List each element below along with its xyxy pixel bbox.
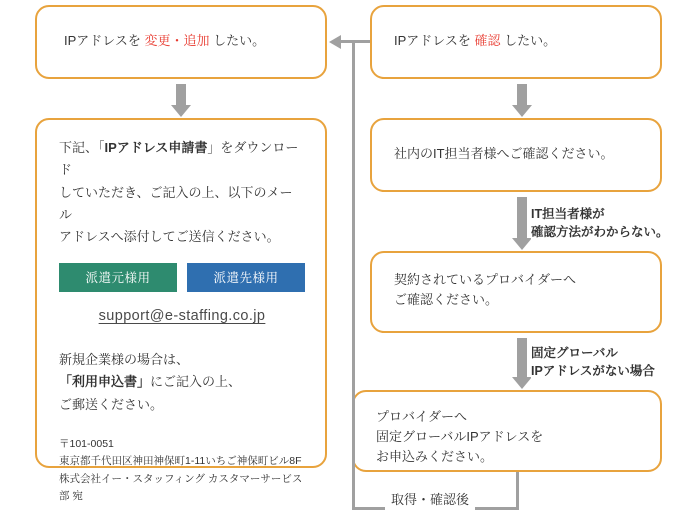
newco-line2-b: にご記入の上、 [150, 374, 242, 390]
box-internal-it-contact [370, 118, 662, 192]
address-street: 東京都千代田区神田神保町1-11いちご神保町ビル8F [59, 455, 302, 468]
box-apply-static-ip-content [354, 392, 660, 467]
mailing-address [59, 436, 305, 505]
newco-line2-a: 「利用申込書」 [59, 374, 151, 390]
label-it-unknown-line1: IT担当者様が [531, 207, 605, 221]
arrow-change-to-download [176, 84, 186, 106]
box-ip-change-request-content [37, 7, 325, 51]
box-contact-provider [370, 251, 662, 333]
address-postal-code: 〒101-0051 [59, 437, 114, 450]
label-no-static-ip-line1: 固定グローバル [531, 346, 618, 360]
apply-text-line1: プロバイダーへ [376, 409, 468, 424]
box-download-instructions-content [37, 120, 325, 505]
download-lead-line3: アドレスへ添付してご送信ください。 [59, 229, 280, 245]
download-lead-line1-b: IPアドレス申請書 [104, 140, 208, 155]
confirm-text-prefix: IPアドレスを [394, 33, 475, 48]
arrow-confirm-to-it [517, 84, 527, 106]
download-lead-line1-a: 下記、「 [59, 140, 105, 155]
provider-text-line2: ご確認ください。 [394, 292, 499, 308]
it-text-line1: 社内のIT担当者様へご確認ください。 [394, 146, 614, 161]
return-path-vertical-right [516, 472, 519, 510]
change-text-highlight: 変更・追加 [144, 33, 210, 48]
return-path-vertical-left [352, 42, 355, 510]
box-download-instructions [35, 118, 327, 502]
label-no-static-ip-line2: IPアドレスがない場合 [531, 364, 655, 379]
newco-line3: ご郵送ください。 [59, 396, 164, 412]
download-lead-line1-c: 」をダウンロード [59, 140, 299, 178]
box-ip-confirm-request [370, 5, 662, 79]
label-after-acquisition [385, 491, 475, 510]
box-ip-confirm-request-content [372, 7, 660, 51]
download-lead-text [59, 137, 305, 249]
box-contact-provider-content [372, 253, 660, 310]
apply-text-line2: 固定グローバルIPアドレスを [376, 429, 544, 445]
change-text-prefix: IPアドレスを [64, 33, 145, 48]
label-it-unknown-method [531, 205, 669, 241]
label-no-static-global-ip [531, 344, 655, 380]
button-dispatch-target-form[interactable]: 派遣先様用 [187, 263, 305, 292]
download-button-row [59, 263, 305, 292]
download-lead-line2: していただき、ご記入の上、以下のメール [59, 184, 293, 223]
arrow-it-to-provider [517, 197, 527, 239]
box-apply-static-ip [352, 390, 662, 472]
box-ip-change-request [35, 5, 327, 79]
arrow-provider-to-apply [517, 338, 527, 378]
return-path-top-join [352, 40, 370, 43]
confirm-text-highlight: 確認 [474, 33, 501, 48]
button-dispatch-source-form[interactable]: 派遣元様用 [59, 263, 177, 292]
new-company-instructions [59, 349, 305, 416]
label-it-unknown-line2: 確認方法がわからない。 [531, 225, 669, 240]
newco-line1: 新規企業様の場合は、 [59, 351, 190, 367]
change-text-suffix: したい。 [209, 33, 266, 48]
address-company: 株式会社イー・スタッフィング カスタマーサービス部 宛 [59, 472, 303, 502]
apply-text-line3: お申込みください。 [376, 449, 494, 465]
label-after-acquisition-text: 取得・確認後 [391, 492, 470, 507]
provider-text-line1: 契約されているプロバイダーへ [394, 272, 577, 287]
box-internal-it-contact-content [372, 120, 660, 164]
confirm-text-suffix: したい。 [500, 33, 557, 48]
support-email-link[interactable]: support@e-staffing.co.jp [98, 307, 266, 324]
